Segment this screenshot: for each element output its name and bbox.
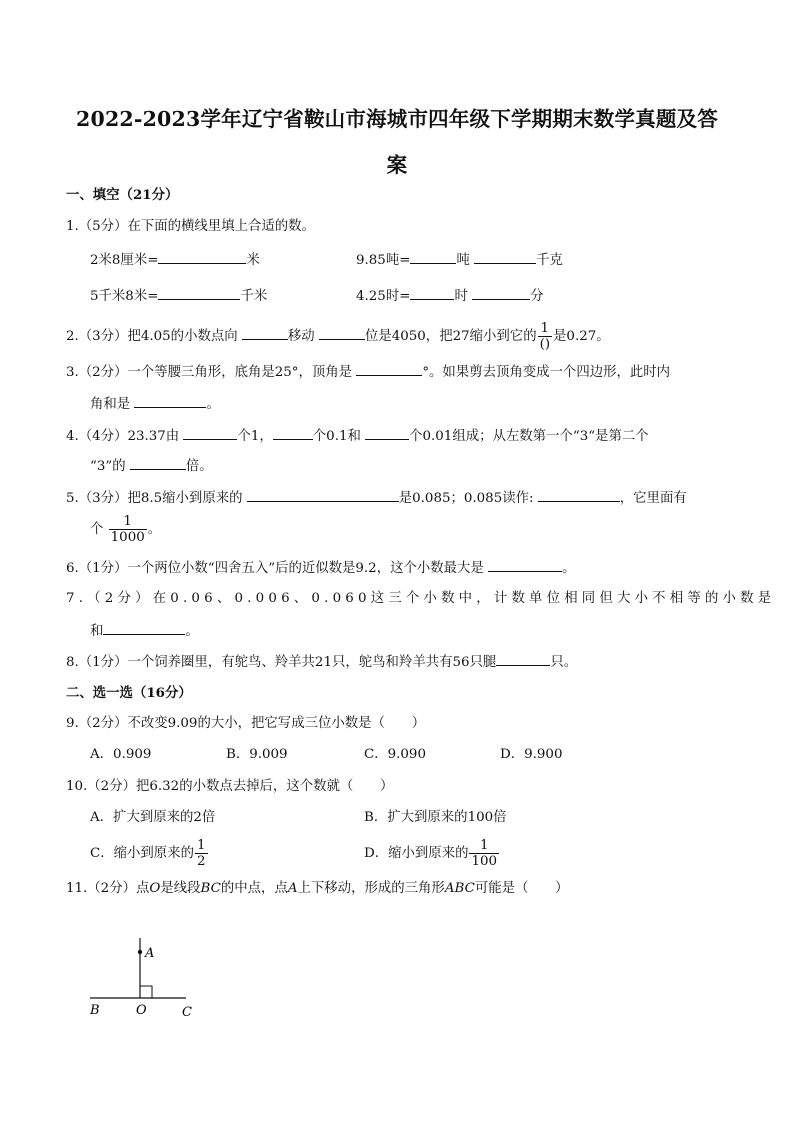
question-5-line-1 — [66, 488, 687, 508]
q11-triangle-abc: ABC — [444, 881, 475, 896]
q10-c-frac-den: 2 — [196, 854, 206, 869]
title-line-1: 2022-2023学年辽宁省鞍山市海城市四年级下学期期末数学真题及答 — [76, 107, 718, 131]
figure-label-c: C — [182, 1005, 192, 1020]
answer-blank[interactable] — [488, 558, 562, 572]
q2-frac-num: 1 — [538, 321, 552, 337]
q8-text-2: 只。 — [550, 655, 578, 670]
q4-text-1: 4.（4分）23.37由 — [66, 429, 180, 444]
answer-blank[interactable] — [365, 426, 409, 440]
question-10-stem: 10.（2分）把6.32的小数点去掉后，这个数就（ ） — [66, 779, 394, 794]
question-6 — [66, 558, 575, 578]
question-9-stem: 9.（2分）不改变9.09的大小，把它写成三位小数是（ ） — [66, 716, 426, 731]
q11-text-5: 可能是（ ） — [474, 881, 569, 896]
question-7-line-1: 7.（2分）在0.06、0.006、0.060这三个小数中，计数单位相同但大小不相等的小数是 — [66, 591, 776, 606]
answer-blank[interactable] — [356, 362, 422, 376]
q6-text-1: 6.（1分）一个两位小数“四舍五入”后的近似数是9.2，这个小数最大是 — [66, 561, 484, 576]
q10-option-c-text: C．缩小到原来的 — [90, 846, 194, 861]
q1-b1-text: 5千米8米= — [90, 289, 159, 304]
answer-blank[interactable] — [538, 488, 620, 502]
q5-text-3: ，它里面有 — [619, 491, 687, 506]
q11-figure — [82, 930, 212, 1030]
q11-text-4: 上下移动，形成的三角形 — [297, 881, 445, 896]
q10-option-d[interactable] — [364, 838, 500, 869]
question-3-line-2 — [90, 394, 220, 414]
question-1-item-b1 — [90, 286, 267, 306]
q1-a2-mid: 吨 — [456, 253, 470, 268]
q10-option-c[interactable] — [90, 838, 209, 869]
figure-label-o: O — [136, 1003, 147, 1018]
q11-point-o: O — [149, 881, 161, 896]
q9-option-b[interactable]: B．9.009 — [226, 747, 288, 762]
q4-text-2: 个1， — [237, 429, 273, 444]
section-2-heading: 二、选一选（16分） — [66, 685, 192, 701]
answer-blank[interactable] — [496, 652, 550, 666]
question-5-line-2 — [90, 514, 161, 545]
page-title — [60, 96, 734, 188]
q5-text-1: 5.（3分）把8.5缩小到原来的 — [66, 491, 243, 506]
q3-text-4: 。 — [206, 397, 220, 412]
question-4-line-2 — [90, 456, 213, 476]
q11-text-3: 的中点，点 — [220, 881, 288, 896]
q10-option-d-text: D．缩小到原来的 — [364, 846, 469, 861]
q10-option-d-fraction — [469, 838, 499, 869]
answer-blank[interactable] — [134, 394, 206, 408]
q5-frac-num: 1 — [109, 514, 147, 530]
figure-label-b: B — [90, 1003, 100, 1018]
section-1-heading: 一、填空（21分） — [66, 187, 179, 203]
q2-text-3: 位是4050，把27缩小到它的 — [364, 329, 537, 344]
q10-c-frac-num: 1 — [196, 838, 206, 853]
answer-blank[interactable] — [158, 250, 246, 264]
q11-segment-bc: BC — [200, 881, 221, 896]
q5-text-5: 。 — [147, 522, 162, 537]
q2-text-1: 2.（3分）把4.05的小数点向 — [66, 329, 238, 344]
q2-fraction — [538, 321, 552, 352]
question-8 — [66, 652, 577, 672]
q1-b2-unit: 分 — [530, 289, 544, 304]
answer-blank[interactable] — [130, 456, 186, 470]
q4-text-4: 个0.01组成；从左数第一个“3“是第二个 — [409, 429, 649, 444]
q11-text-2: 是线段 — [160, 881, 201, 896]
answer-blank[interactable] — [474, 250, 536, 264]
question-1-item-a2 — [356, 250, 563, 270]
figure-label-a: A — [145, 946, 155, 961]
q6-text-2: 。 — [562, 561, 576, 576]
q8-text-1: 8.（1分）一个饲养圈里，有鸵鸟、羚羊共21只，鸵鸟和羚羊共有56只腿 — [66, 655, 497, 670]
q7-text-3: 。 — [185, 624, 199, 639]
q2-text-4: 是0.27。 — [553, 329, 610, 344]
q4-text-6: 倍。 — [185, 459, 213, 474]
question-2 — [66, 321, 610, 352]
q2-frac-den: () — [539, 337, 551, 352]
answer-blank[interactable] — [410, 286, 454, 300]
q4-text-5: “3”的 — [90, 459, 126, 474]
q11-text-1: 11.（2分）点 — [66, 881, 150, 896]
answer-blank[interactable] — [472, 286, 530, 300]
question-7-line-2 — [90, 621, 199, 641]
q1-a1-text: 2米8厘米= — [90, 253, 159, 268]
q1-a2-unit: 千克 — [536, 253, 563, 268]
q5-fraction — [109, 514, 147, 545]
q5-text-2: 是0.085；0.085读作: — [398, 491, 534, 506]
q9-option-c[interactable]: C．9.090 — [364, 747, 426, 762]
answer-blank[interactable] — [183, 426, 237, 440]
q10-option-c-fraction — [195, 838, 208, 869]
q3-text-1: 3.（2分）一个等腰三角形，底角是25°，顶角是 — [66, 365, 353, 380]
q1-b2-text: 4.25时= — [356, 289, 411, 304]
q1-b2-mid: 时 — [454, 289, 468, 304]
q9-option-a[interactable]: A．0.909 — [90, 747, 152, 762]
answer-blank[interactable] — [273, 426, 313, 440]
q4-text-3: 个0.1和 — [312, 429, 361, 444]
q10-option-a[interactable]: A．扩大到原来的2倍 — [90, 810, 216, 825]
figure-right-angle-mark — [140, 986, 152, 998]
answer-blank[interactable] — [410, 250, 456, 264]
question-1-item-a1 — [90, 250, 260, 270]
q3-text-3: 角和是 — [90, 397, 131, 412]
question-1-item-b2 — [356, 286, 543, 306]
question-3-line-1 — [66, 362, 670, 382]
q1-a2-text: 9.85吨= — [356, 253, 411, 268]
q5-text-4: 个 — [90, 522, 104, 537]
question-11-stem — [66, 880, 569, 898]
q1-a1-unit: 米 — [246, 253, 260, 268]
q10-d-frac-num: 1 — [469, 838, 499, 854]
q10-d-frac-den: 100 — [471, 854, 498, 869]
q5-frac-den: 1000 — [110, 530, 145, 545]
figure-point-a — [138, 950, 142, 954]
q11-point-a: A — [287, 881, 298, 896]
question-1-stem: 1.（5分）在下面的横线里填上合适的数。 — [66, 219, 315, 234]
answer-blank[interactable] — [242, 326, 288, 340]
q3-text-2: °。如果剪去顶角变成一个四边形，此时内 — [422, 365, 671, 380]
q9-option-d[interactable]: D．9.900 — [500, 747, 563, 762]
answer-blank[interactable] — [103, 621, 185, 635]
q2-text-2: 移动 — [287, 329, 315, 344]
title-line-2: 案 — [386, 153, 408, 177]
answer-blank[interactable] — [247, 488, 399, 502]
answer-blank[interactable] — [319, 326, 365, 340]
question-4-line-1 — [66, 426, 649, 446]
q7-text-2: 和 — [90, 624, 104, 639]
answer-blank[interactable] — [158, 286, 240, 300]
q10-option-b[interactable]: B．扩大到原来的100倍 — [364, 810, 507, 825]
q1-b1-unit: 千米 — [240, 289, 268, 304]
